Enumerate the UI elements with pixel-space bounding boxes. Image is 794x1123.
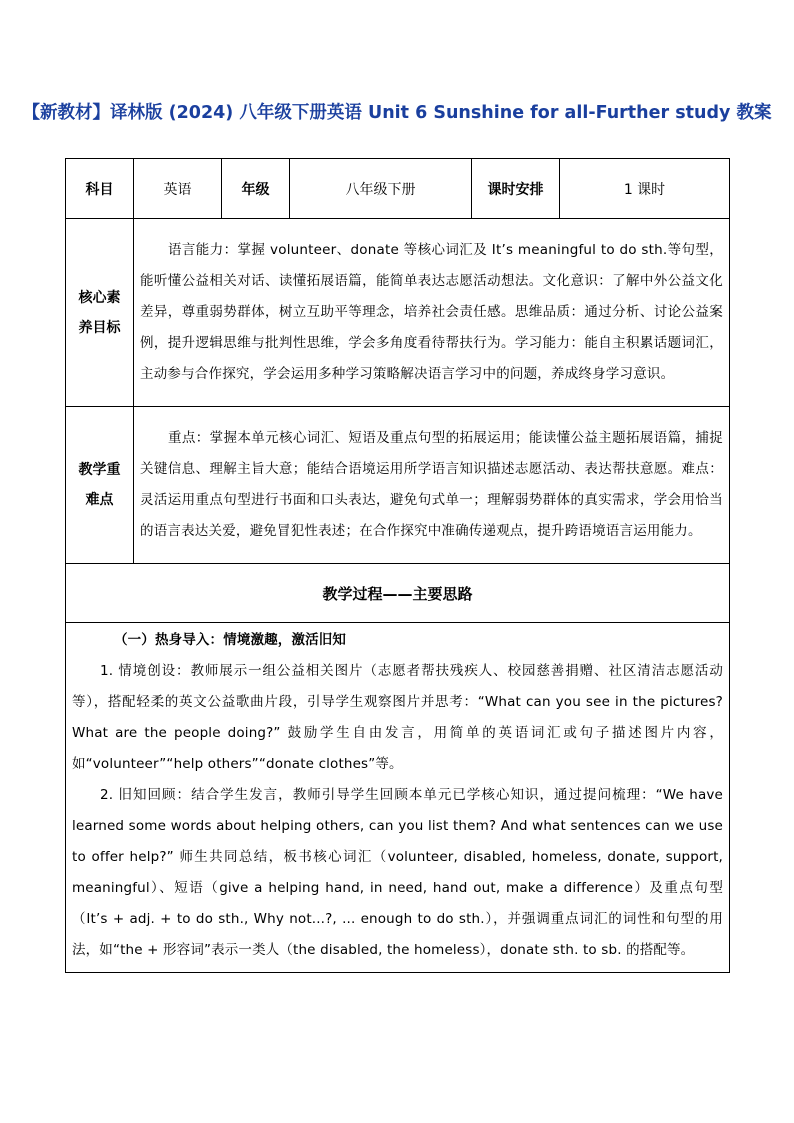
class-hours-value: 1 课时 — [560, 159, 730, 219]
process-title-row — [66, 564, 730, 623]
core-goals-text: 语言能力：掌握 volunteer、donate 等核心词汇及 It’s meaningful to do sth.等句型，能听懂公益相关对话、读懂拓展语篇，能简单表达志愿活动想法。文化意识：了解中外公益文化差异，尊重弱势群体，树立互助平等理念，培养社会责任感。思维品质：通过分析、讨论公益案例，提升逻辑思维与批判性思维，学会多角度看待帮扶行为。学习能力：能自主积累话题词汇，主动参与合作探究，学会运用多种学习策略解决语言学习中的问题，养成终身学习意识。 — [134, 219, 730, 407]
process-title: 教学过程——主要思路 — [66, 564, 730, 623]
key-points-label: 教学重难点 — [66, 407, 134, 564]
step1-paragraph-2: 2. 旧知回顾：结合学生发言，教师引导学生回顾本单元已学核心知识，通过提问梳理：“We have learned some words about helping others, can you list them? And what sentences can we use to offer help?” 师生共同总结，板书核心词汇（volunteer, disabled, homeless, donate, support, meaningful）、短语（give a helping hand, in need, hand out, make a difference）及重点句型（It’s + adj. + to do sth., Why not...?, ... enough to do sth.），并强调重点词汇的词性和句型的用法，如“the + 形容词”表示一类人（the disabled, the homeless），donate sth. to sb. 的搭配等。 — [72, 787, 723, 958]
info-row — [66, 159, 730, 219]
class-hours-label: 课时安排 — [472, 159, 560, 219]
step1-paragraph-1: 1. 情境创设：教师展示一组公益相关图片（志愿者帮扶残疾人、校园慈善捐赠、社区清洁志愿活动等），搭配轻柔的英文公益歌曲片段，引导学生观察图片并思考：“What can you see in the pictures? What are the people doing?” 鼓励学生自由发言，用简单的英语词汇或句子描述图片内容，如“volunteer”“help others”“donate clothes”等。 — [72, 663, 723, 772]
lesson-plan-table — [65, 158, 730, 973]
step1-heading: （一）热身导入：情境激趣，激活旧知 — [114, 632, 347, 648]
key-points-row — [66, 407, 730, 564]
subject-value: 英语 — [134, 159, 222, 219]
key-points-text: 重点：掌握本单元核心词汇、短语及重点句型的拓展运用；能读懂公益主题拓展语篇，捕捉关键信息、理解主旨大意；能结合语境运用所学语言知识描述志愿活动、表达帮扶意愿。难点：灵活运用重点句型进行书面和口头表达，避免句式单一；理解弱势群体的真实需求，学会用恰当的语言表达关爱，避免冒犯性表述；在合作探究中准确传递观点，提升跨语境语言运用能力。 — [134, 407, 730, 564]
subject-label: 科目 — [66, 159, 134, 219]
core-goals-row — [66, 219, 730, 407]
grade-value: 八年级下册 — [290, 159, 472, 219]
document-title: 【新教材】译林版 (2024) 八年级下册英语 Unit 6 Sunshine for all-Further study 教案 — [22, 103, 772, 123]
process-body — [66, 623, 730, 973]
process-body-row — [66, 623, 730, 973]
core-goals-label: 核心素养目标 — [66, 219, 134, 407]
grade-label: 年级 — [222, 159, 290, 219]
